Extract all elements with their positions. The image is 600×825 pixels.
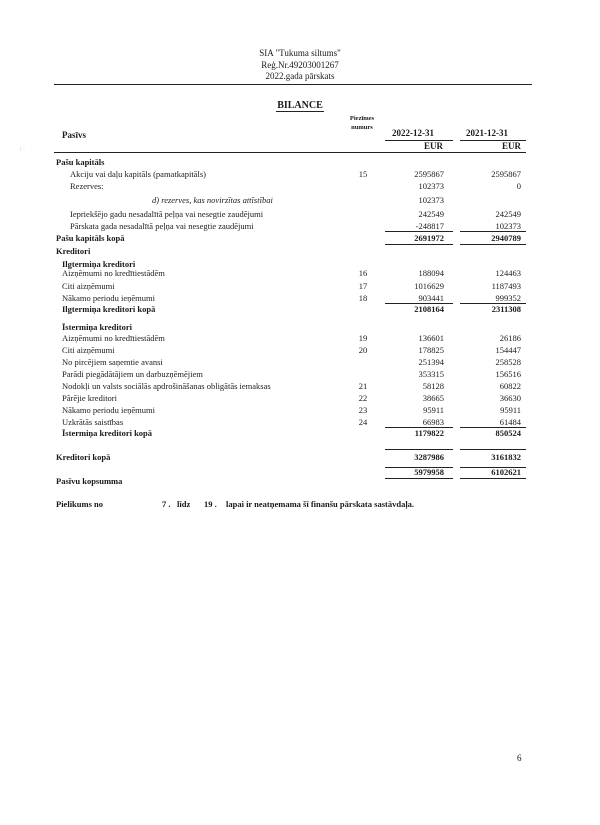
grand-total-rule <box>385 478 453 479</box>
footer-from-page: 7 . <box>162 499 171 509</box>
company-name: SIA "Tukuma siltums" <box>259 48 341 58</box>
table-row: Īstermiņa kreditori kopā 1179822 850524 <box>62 428 521 438</box>
footer-label: Pielikums no <box>56 499 103 509</box>
footer-note <box>0 498 600 510</box>
table-row: Parādi piegādātājiem un darbuzņēmējiem 353315 156516 <box>62 369 521 379</box>
table-row: Pašu kapitāls kopā 2691972 2940789 <box>56 233 521 243</box>
table-row: Aizņēmumi no kredītiestādēm 16 188094 124463 <box>62 268 521 278</box>
table-row: Aizņēmumi no kredītiestādēm 19 136601 26186 <box>62 333 521 343</box>
period-1-underline <box>385 140 453 141</box>
total-rule <box>385 449 453 450</box>
page-title: BILANCE <box>277 100 323 111</box>
table-row: Nākamo periodu ieņēmumi 18 903441 999352 <box>62 293 521 303</box>
table-row: d) rezerves, kas novirzītas attīstībai 102373 <box>152 195 444 205</box>
footer-to-word: līdz <box>177 499 191 509</box>
report-title: 2022.gada pārskats <box>265 71 335 81</box>
table-row: Citi aizņēmumi 20 178825 154447 <box>62 345 521 355</box>
currency-2-heading: EUR <box>502 141 522 151</box>
table-row: Uzkrātās saistības 24 66983 61484 <box>62 417 521 427</box>
table-row: Ilgtermiņa kreditori <box>62 259 136 269</box>
period-1-heading: 2022-12-31 <box>392 128 434 138</box>
table-row: Īstermiņa kreditori <box>62 322 132 332</box>
table-row: Pārējie kreditori 22 38665 36630 <box>62 393 521 403</box>
table-row: Nodokļi un valsts sociālās apdrošināšanas obligātās iemaksas 21 58128 60822 <box>62 381 521 391</box>
footer-to-page: 19 . <box>204 499 217 509</box>
notes-column-heading: Piezīmes numurs <box>349 115 375 131</box>
table-row: Akciju vai daļu kapitāls (pamatkapitāls) 15 2595867 2595867 <box>70 169 521 179</box>
table-row: Ilgtermiņa kreditori kopā 2108164 2311308 <box>62 304 521 314</box>
scan-mark: ∶ ⋅ <box>20 147 26 153</box>
table-header-divider <box>54 152 526 153</box>
grand-total-rule <box>460 478 526 479</box>
period-2-underline <box>460 140 526 141</box>
table-row: Kreditori <box>56 246 91 256</box>
section-heading: Pasīvs <box>62 130 87 140</box>
table-row: No pircējiem saņemtie avansi 251394 258528 <box>62 357 521 367</box>
header-divider <box>54 84 532 85</box>
total-rule <box>460 449 526 450</box>
table-row: 5979958 6102621 <box>414 467 521 477</box>
table-row: Kreditori kopā 3287986 3161832 <box>56 452 521 462</box>
registration-number: Reģ.Nr.49203001267 <box>261 59 339 70</box>
document-header <box>0 48 600 83</box>
currency-1-heading: EUR <box>424 141 444 151</box>
page-number: 6 <box>517 753 522 763</box>
table-row: Nākamo periodu ieņēmumi 23 95911 95911 <box>62 405 521 415</box>
table-row: Pārskata gada nesadalītā peļņa vai nesegtie zaudējumi -248817 102373 <box>70 221 521 231</box>
table-row: Iepriekšējo gadu nesadalītā peļņa vai nesegtie zaudējumi 242549 242549 <box>70 209 521 219</box>
table-row: Rezerves: 102373 0 <box>70 181 521 191</box>
table-row: Pasīvu kopsumma <box>56 476 123 486</box>
table-row: Citi aizņēmumi 17 1016629 1187493 <box>62 281 521 291</box>
table-row: Pašu kapitāls <box>56 157 105 167</box>
footer-text: lapai ir neatņemama šī finanšu pārskata sastāvdaļa. <box>226 499 415 509</box>
period-2-heading: 2021-12-31 <box>466 128 508 138</box>
